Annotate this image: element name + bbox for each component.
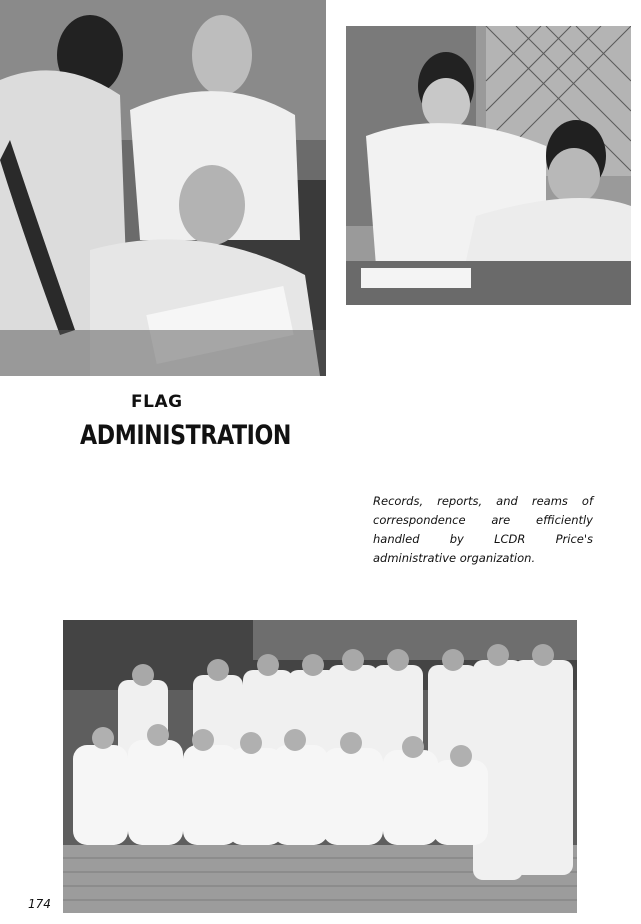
photo-sailors-at-desk [346,26,631,305]
page-number: 174 [28,897,51,911]
photo-sailors-reviewing-chart [0,0,326,376]
photo-caption: Records, reports, and reams of correspondence are efficiently handled by LCDR Price's administrative organization. [373,494,593,565]
section-label: FLAG [131,392,183,412]
photo-group-portrait [63,620,577,913]
page-title: ADMINISTRATION [80,420,292,451]
